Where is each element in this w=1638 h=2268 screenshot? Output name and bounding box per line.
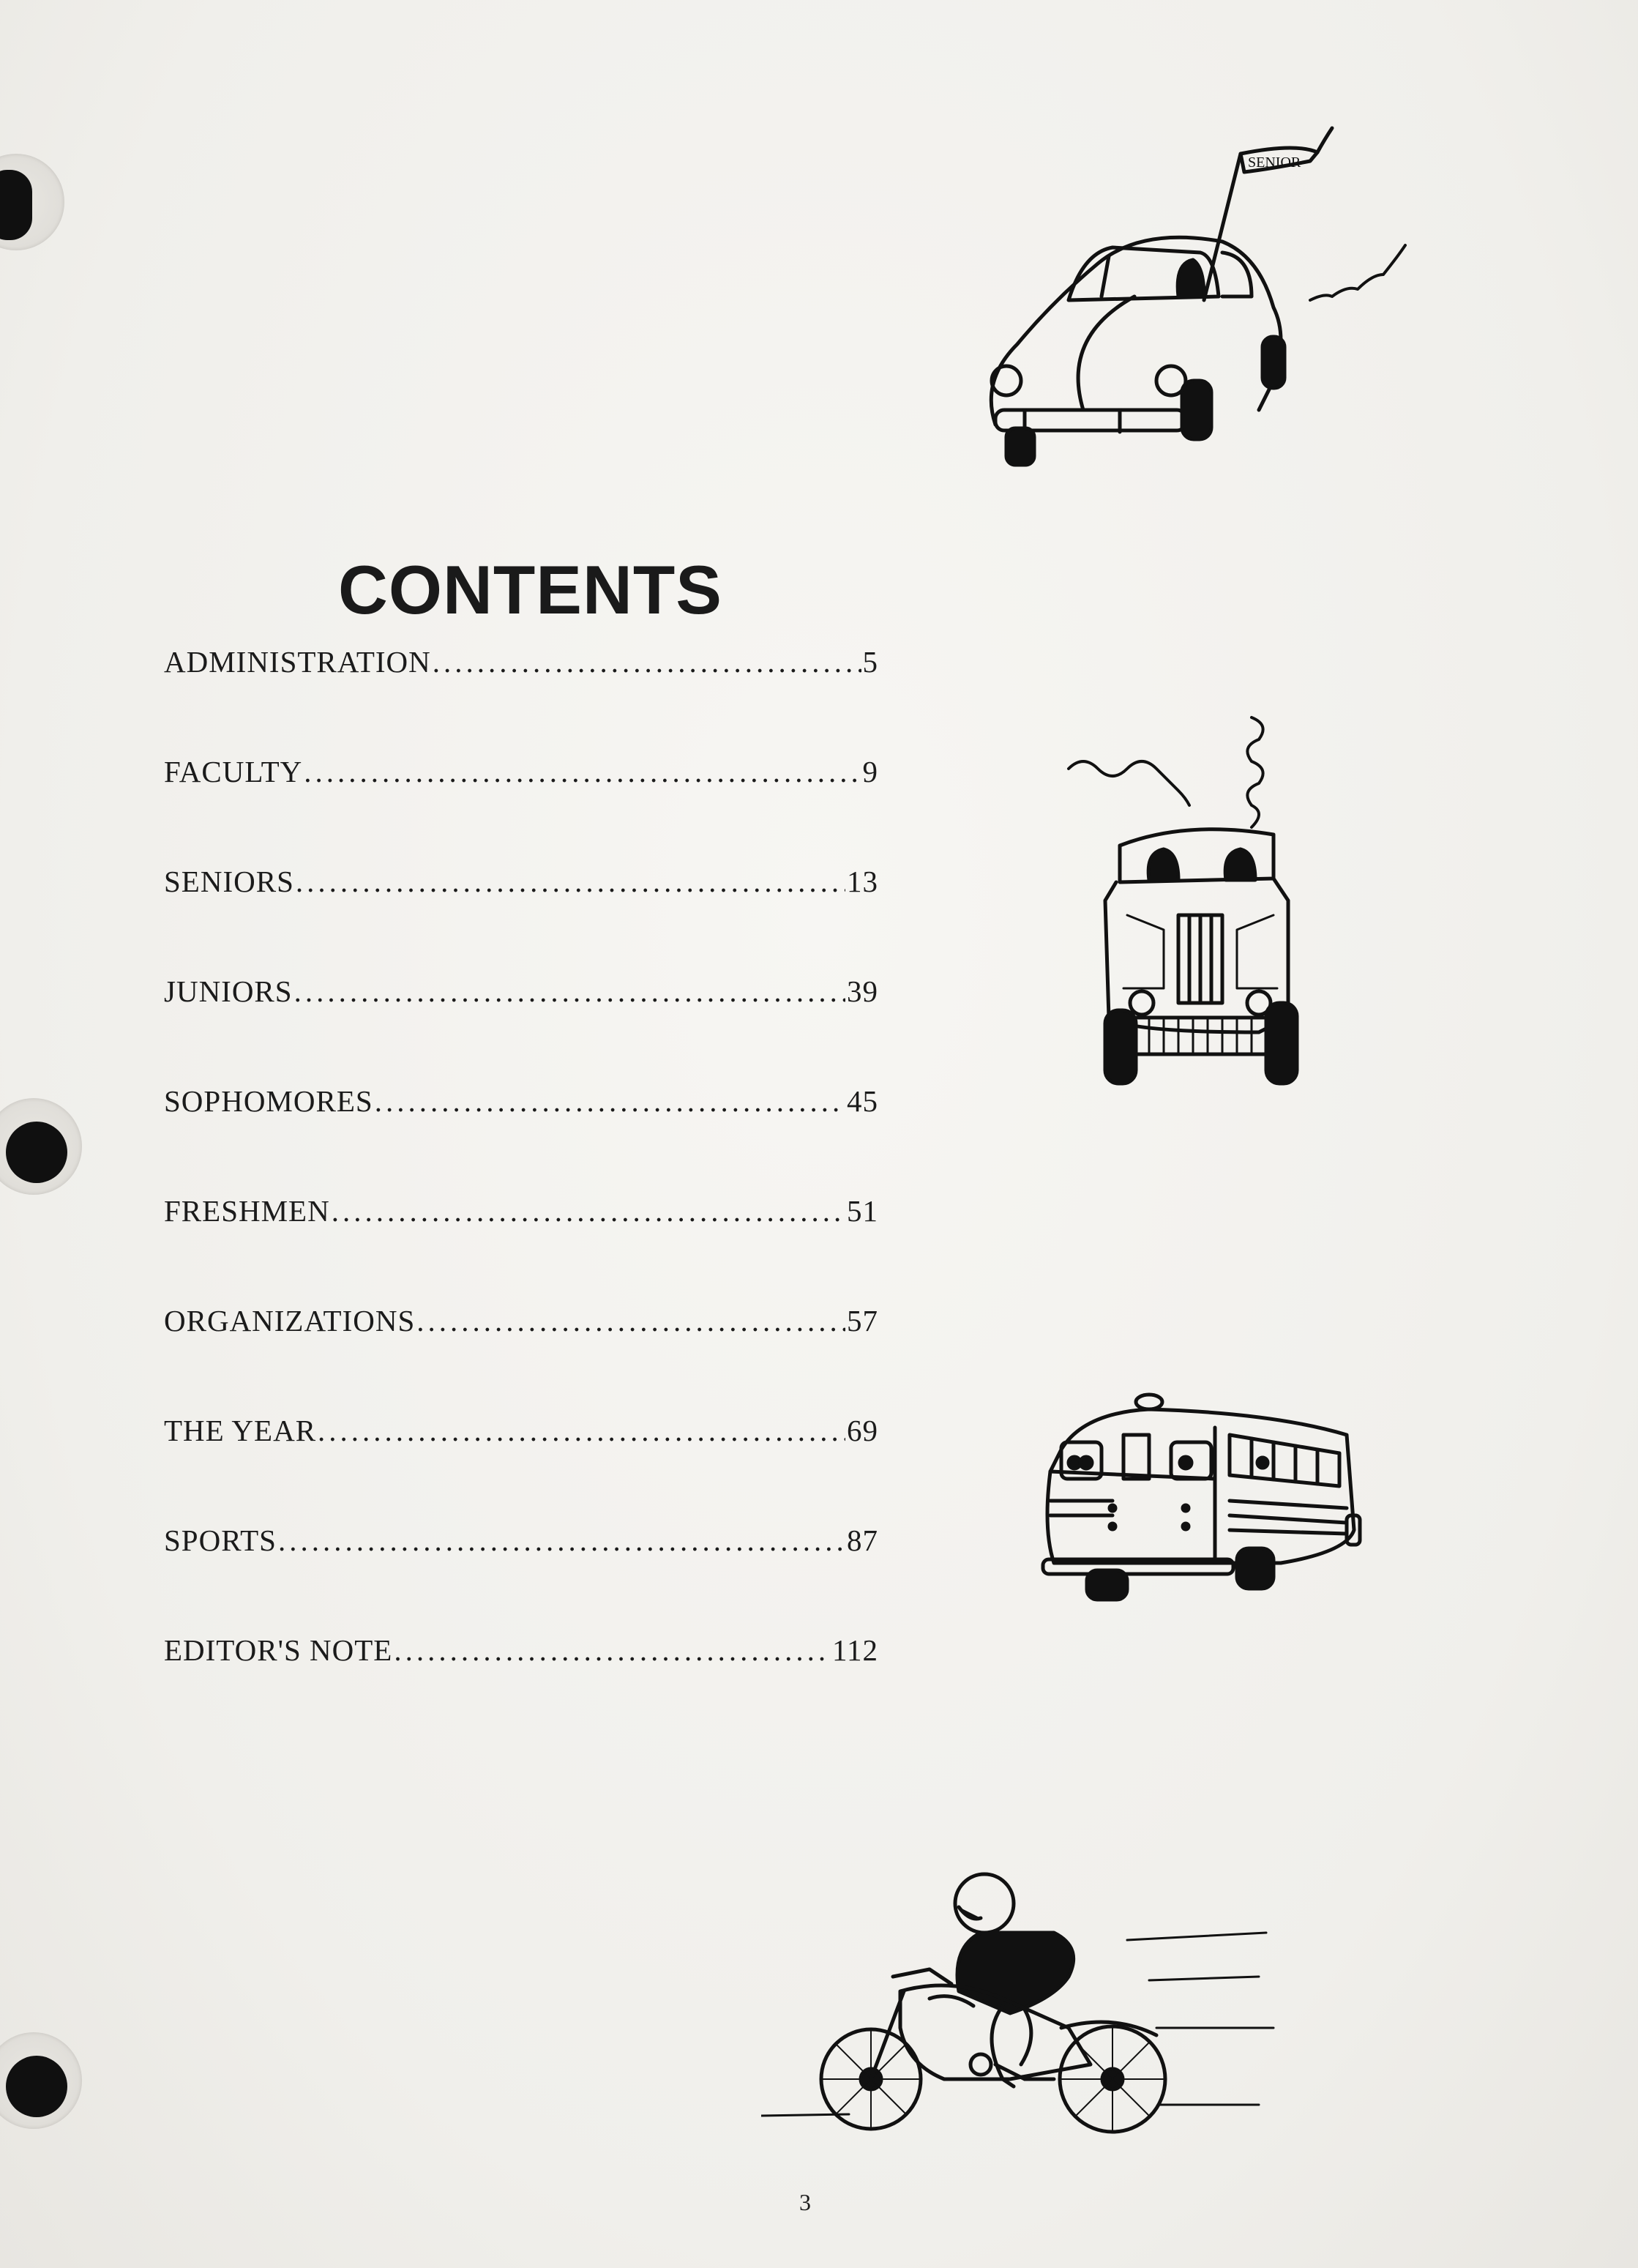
toc-label: SOPHOMORES (164, 1084, 373, 1118)
toc-leader-dots (394, 1633, 831, 1668)
binder-hole-bottom (6, 2056, 67, 2117)
toc-leader-dots (332, 1193, 845, 1228)
svg-text:SENIOR: SENIOR (1248, 154, 1301, 171)
jalopy-car-drawing (1054, 710, 1332, 1105)
toc-leader-dots (433, 644, 861, 679)
binder-hole-top (0, 170, 32, 240)
toc-page-number: 112 (832, 1633, 878, 1667)
toc-label: JUNIORS (164, 974, 293, 1008)
toc-page-number: 57 (847, 1304, 878, 1338)
toc-leader-dots (375, 1083, 845, 1119)
toc-entry-sophomores (164, 1083, 878, 1127)
toc-label: THE YEAR (164, 1414, 317, 1447)
toc-page-number: 87 (847, 1523, 878, 1557)
toc-label: FACULTY (164, 755, 303, 788)
binder-hole-middle (6, 1122, 67, 1183)
toc-page-number: 5 (862, 645, 878, 679)
toc-leader-dots (294, 974, 845, 1009)
toc-page-number: 51 (847, 1194, 878, 1228)
school-bus-drawing (1039, 1384, 1376, 1603)
toc-page-number: 45 (847, 1084, 878, 1118)
toc-label: SENIORS (164, 865, 294, 898)
toc-entry-the-year (164, 1413, 878, 1457)
beetle-car-drawing (951, 117, 1420, 469)
page-number: 3 (799, 2189, 811, 2215)
toc-entry-seniors (164, 864, 878, 908)
toc-label: FRESHMEN (164, 1194, 330, 1228)
toc-leader-dots (296, 864, 845, 899)
toc-page-number: 69 (847, 1414, 878, 1447)
toc-entry-editors-note (164, 1633, 878, 1676)
toc-entry-sports (164, 1523, 878, 1567)
toc-leader-dots (416, 1303, 845, 1338)
toc-label: SPORTS (164, 1523, 277, 1557)
toc-leader-dots (318, 1413, 845, 1448)
toc-label: ADMINISTRATION (164, 645, 431, 679)
motorcycle-rider-drawing (761, 1845, 1303, 2138)
page-title: CONTENTS (338, 551, 722, 628)
toc-page-number: 9 (862, 755, 878, 788)
toc-entry-freshmen (164, 1193, 878, 1237)
toc-entry-organizations (164, 1303, 878, 1347)
toc-entry-juniors (164, 974, 878, 1018)
toc-leader-dots (278, 1523, 845, 1558)
toc-label: ORGANIZATIONS (164, 1304, 416, 1338)
toc-leader-dots (304, 754, 861, 789)
toc-entry-faculty (164, 754, 878, 798)
toc-page-number: 39 (847, 974, 878, 1008)
toc-entry-administration (164, 644, 878, 688)
toc-label: EDITOR'S NOTE (164, 1633, 393, 1667)
toc-page-number: 13 (847, 865, 878, 898)
